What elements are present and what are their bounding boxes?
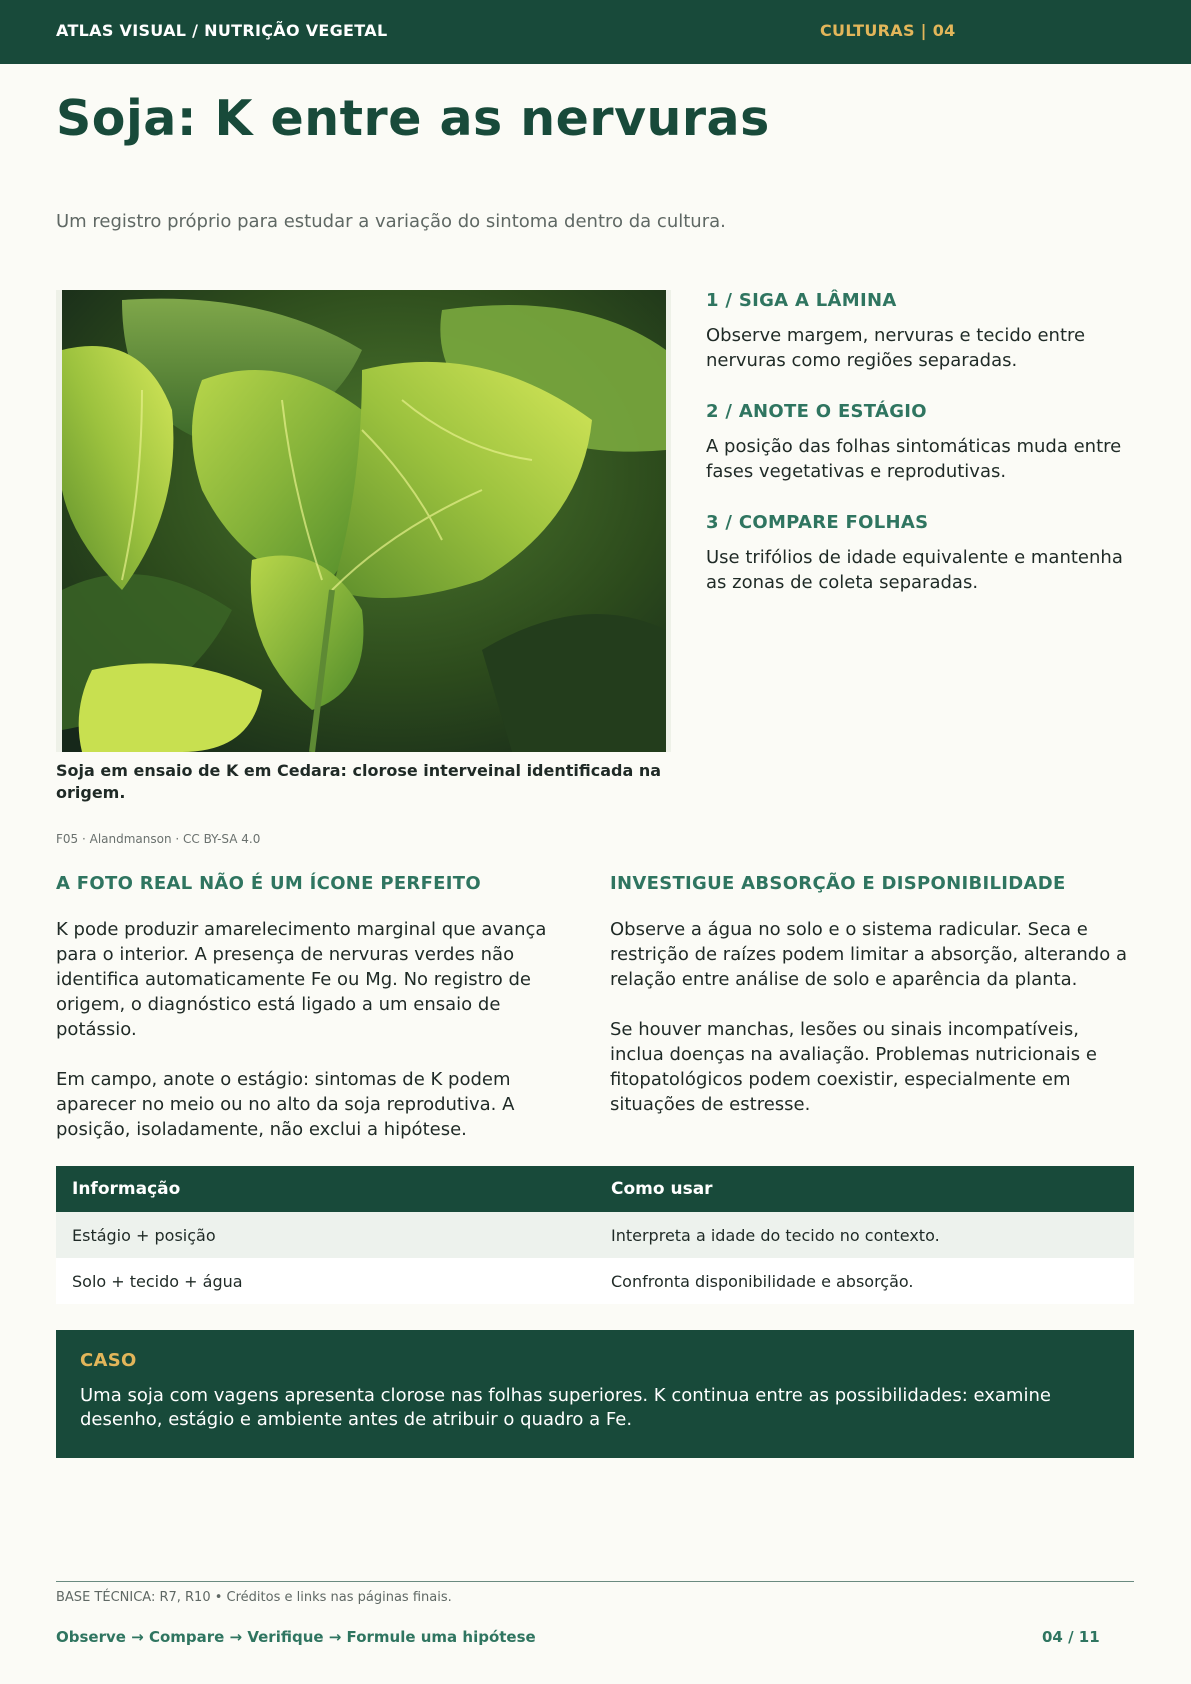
photo-credit: F05 · Alandmanson · CC BY-SA 4.0 xyxy=(56,832,261,846)
steps-list xyxy=(706,290,1146,623)
step-1 xyxy=(706,290,1146,401)
soybean-leaf-photo xyxy=(56,290,671,752)
case-box xyxy=(56,1330,1134,1458)
footer-workflow: Observe → Compare → Verifique → Formule uma hipótese xyxy=(56,1628,536,1646)
section-left-heading: A FOTO REAL NÃO É UM ÍCONE PERFEITO xyxy=(56,873,481,894)
section-real-photo xyxy=(56,873,576,1142)
footer-technical-base: BASE TÉCNICA: R7, R10 • Créditos e links nas páginas finais. xyxy=(56,1590,452,1605)
step-2-heading: 2 / ANOTE O ESTÁGIO xyxy=(706,401,927,422)
step-1-heading: 1 / SIGA A LÂMINA xyxy=(706,290,897,311)
footer-divider xyxy=(56,1581,1134,1582)
section-absorption xyxy=(610,873,1130,1117)
section-left-paragraph-1: K pode produzir amarelecimento marginal que avança para o interior. A presença de nervuras verdes não identifica automaticamente Fe ou Mg. No registro de origem, o diagnóstico está ligado a um ensaio de potássio. xyxy=(56,919,547,1040)
soybean-leaf-image xyxy=(62,290,666,752)
step-3 xyxy=(706,512,1146,623)
table-cell: Interpreta a idade do tecido no contexto. xyxy=(595,1212,1134,1258)
table-header-how-to-use: Como usar xyxy=(595,1166,1134,1212)
table-header-information: Informação xyxy=(56,1166,595,1212)
top-bar xyxy=(0,0,1191,64)
table-header-row xyxy=(56,1166,1134,1212)
step-2-text: A posição das folhas sintomáticas muda entre fases vegetativas e reprodutivas. xyxy=(706,436,1122,482)
page-number: 04 / 11 xyxy=(1042,1628,1100,1646)
step-3-heading: 3 / COMPARE FOLHAS xyxy=(706,512,929,533)
section-right-paragraph-2: Se houver manchas, lesões ou sinais incompatíveis, inclua doenças na avaliação. Problemas nutricionais e fitopatológicos podem coexistir, especialmente em situações de estresse. xyxy=(610,1019,1097,1115)
step-1-text: Observe margem, nervuras e tecido entre nervuras como regiões separadas. xyxy=(706,325,1086,371)
table-cell: Solo + tecido + água xyxy=(56,1258,595,1304)
table-cell: Confronta disponibilidade e absorção. xyxy=(595,1258,1134,1304)
section-label: CULTURAS | 04 xyxy=(820,21,956,40)
atlas-label: ATLAS VISUAL / NUTRIÇÃO VEGETAL xyxy=(56,21,388,40)
step-2 xyxy=(706,401,1146,512)
page-title: Soja: K entre as nervuras xyxy=(56,90,770,147)
table-row xyxy=(56,1258,1134,1304)
section-left-paragraph-2: Em campo, anote o estágio: sintomas de K podem aparecer no meio ou no alto da soja reprodutiva. A posição, isoladamente, não exclui a hipótese. xyxy=(56,1069,515,1140)
section-right-paragraph-1: Observe a água no solo e o sistema radicular. Seca e restrição de raízes podem limitar a absorção, alterando a relação entre análise de solo e aparência da planta. xyxy=(610,919,1127,990)
page-subtitle: Um registro próprio para estudar a variação do sintoma dentro da cultura. xyxy=(56,211,726,232)
table-cell: Estágio + posição xyxy=(56,1212,595,1258)
info-table xyxy=(56,1166,1134,1304)
step-3-text: Use trifólios de idade equivalente e mantenha as zonas de coleta separadas. xyxy=(706,547,1123,593)
table-row xyxy=(56,1212,1134,1258)
photo-caption: Soja em ensaio de K em Cedara: clorose interveinal identificada na origem. xyxy=(56,761,662,802)
case-label: CASO xyxy=(80,1350,137,1371)
case-text: Uma soja com vagens apresenta clorose nas folhas superiores. K continua entre as possibilidades: examine desenho, estágio e ambiente antes de atribuir o quadro a Fe. xyxy=(80,1385,1051,1430)
section-right-heading: INVESTIGUE ABSORÇÃO E DISPONIBILIDADE xyxy=(610,873,1066,894)
